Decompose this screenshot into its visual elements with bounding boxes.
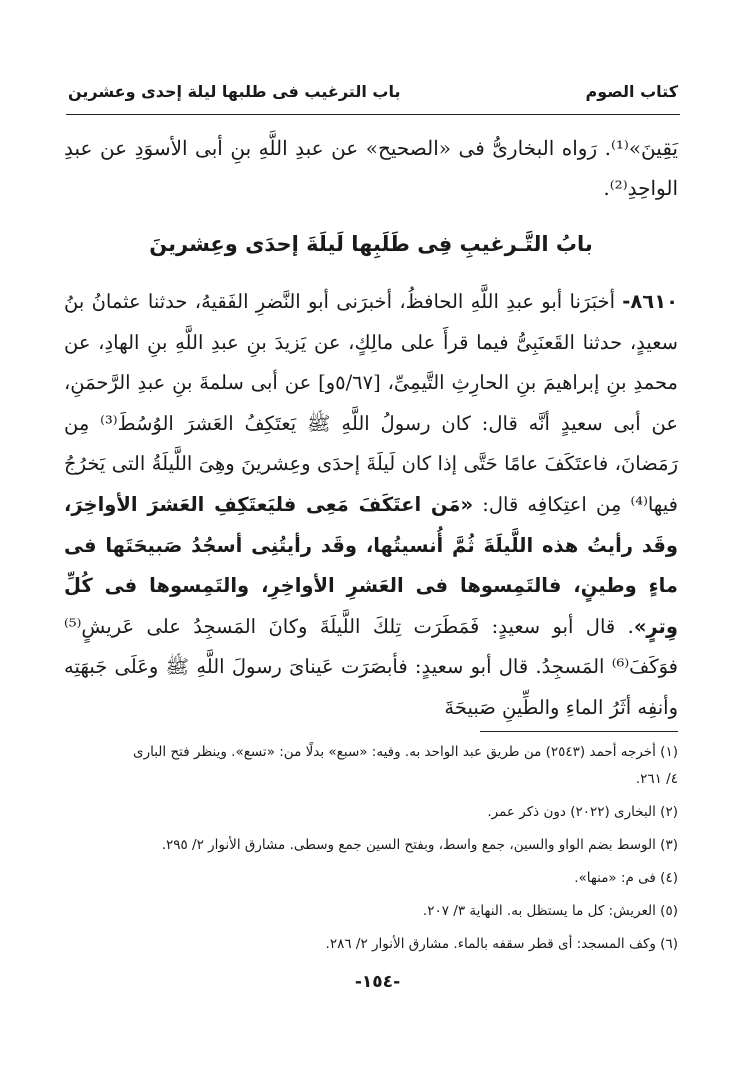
hadith-number: ٨٦١٠- [622,290,678,313]
footnote-rule [480,731,678,732]
running-head-book: كتاب الصوم [585,82,678,101]
footnote-6: (٦) وكف المسجد: أى قطر سقفه بالماء. مشارق الأنوار ٢/ ٢٨٦. [325,936,678,952]
carryover-text: يَقِينَ»⁽¹⁾. رَواه البخارىُّ فى «الصحيح» عن عبدِ اللَّهِ بنِ أبى الأسوَدِ عن عبدِ الواحِدِ⁽²⁾. [64,136,678,200]
footnote-1: (١) أخرجه أحمد (٢٥٤٣) من طريق عبد الواحد به. وفيه: «سبع» بدلًا من: «تسع». وينظر فتح البارى [133,744,678,760]
page-number: -١٥٤- [354,972,401,992]
hadith-quote: «مَن اعتَكَفَ مَعِى فليَعتَكِفِ العَشرَ الأواخِرَ، وقَد رأيتُ هذه اللَّيلَةَ ثُمَّ أُنسيتُها، وقَد رأيتُنِى أسجُدُ صَبيحَتَها فى ماءٍ وطينٍ، فالتَمِسوها فى العَشرِ الأواخِرِ، والتَمِسوها فى كُلِّ وِترٍ» [64,492,678,638]
hadith-text-part1: أخبَرَنا أبو عبدِ اللَّهِ الحافظُ، أخبرَنى أبو النَّضرِ الفَقيهُ، حدثنا عثمانُ بنُ سعيدٍ، حدثنا القَعنَبِىُّ فيما قرأَ على مالِكٍ، عن يَزيدَ بنِ عبدِ اللَّهِ بنِ الهادِ، عن محمدِ بنِ إبراهيمَ بنِ الحارِثِ التَّيمِىِّ، [٥/٦٧و] عن أبى سلمةَ بنِ عبدِ الرَّحمَنِ، عن أبى سعيدٍ أنَّه قال: كان رسولُ اللَّهِ ﷺ يَعتَكِفُ العَشرَ الوُسُطَ⁽³⁾ مِن رَمَضانَ، فاعتَكَفَ عامًا حَتَّى إذا كان لَيلَةَ إحدَى وعِشرينَ وهِىَ اللَّيلَةُ التى يَخرُجُ فيها⁽⁴⁾ مِن اعتِكافِه قال: [64,290,679,516]
footnote-2: (٢) البخارى (٢٠٢٢) دون ذكر عمر. [487,804,678,820]
footnote-1-continuation: ٤/ ٢٦١. [635,771,678,787]
footnote-3: (٣) الوسط بضم الواو والسين، جمع واسط، وبفتح السين جمع وسطى. مشارق الأنوار ٢/ ٢٩٥. [161,837,678,853]
carryover-paragraph [64,128,678,208]
running-head-chapter: باب الترغيب فى طلبها ليلة إحدى وعشرين [68,82,401,101]
footnote-5: (٥) العريش: كل ما يستظل به. النهاية ٣/ ٢٠٧. [422,903,678,919]
footnote-4: (٤) فى م: «منها». [574,870,678,886]
footnotes [64,740,678,965]
hadith-paragraph [64,282,678,729]
running-head [68,82,678,108]
header-rule [66,114,680,115]
hadith-text-part2: . قال أبو سعيدٍ: فَمَطَرَت تِلكَ اللَّيلَةَ وكانَ المَسجِدُ على عَريشٍ⁽⁵⁾ فوَكَفَ⁽⁶⁾ المَسجِدُ. قال أبو سعيدٍ: فأبصَرَت عَيناىَ رسولَ اللَّهِ ﷺ وعَلَى جَبهَتِه وأنفِه أثَرُ الماءِ والطِّينِ صَبيحَةَ [64,614,678,719]
chapter-title: بابُ التَّـرغيبِ فِى طَلَبِها لَيلَةَ إحدَى وعِشرينَ [149,232,593,256]
